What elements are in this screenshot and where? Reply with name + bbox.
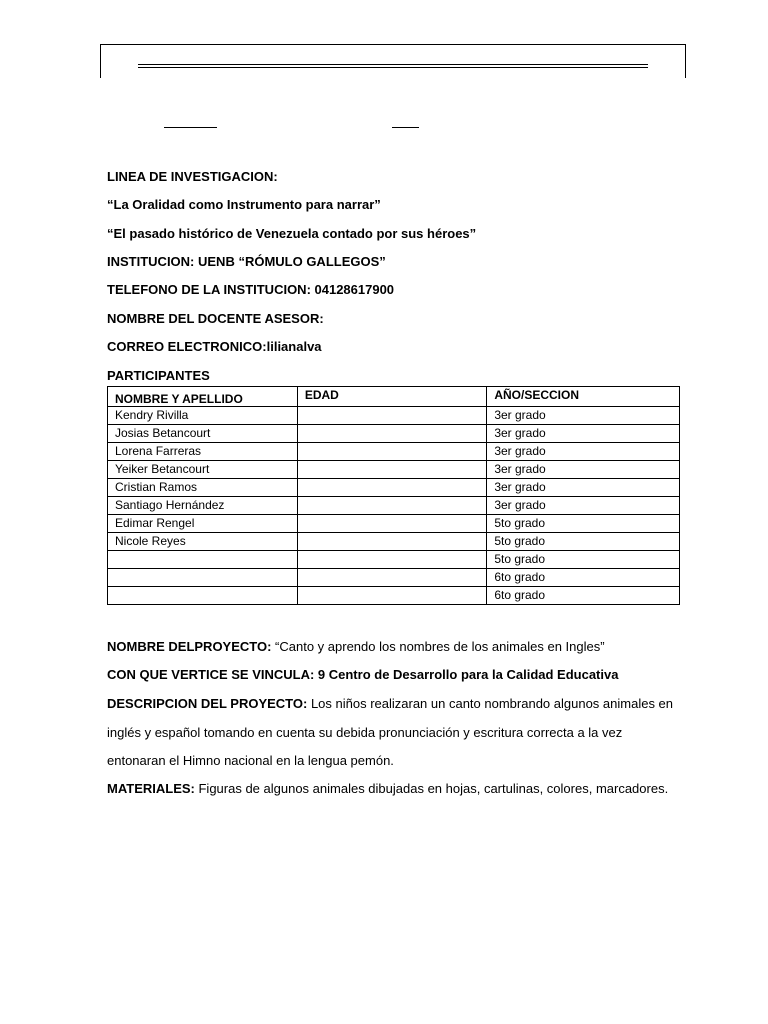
- cell-age: [297, 407, 487, 425]
- phone-line: TELEFONO DE LA INSTITUCION: 04128617900: [107, 282, 395, 297]
- table-row: [108, 443, 680, 461]
- table-row: [108, 587, 680, 605]
- project-name-line: [107, 638, 605, 656]
- cell-age: [297, 443, 487, 461]
- institution-line: INSTITUCION: UENB “RÓMULO GALLEGOS”: [107, 254, 386, 269]
- project-description-label: DESCRIPCION DEL PROYECTO:: [107, 696, 308, 711]
- cell-age: [297, 425, 487, 443]
- cell-grade: 3er grado: [487, 407, 680, 425]
- cell-grade: 5to grado: [487, 551, 680, 569]
- cell-age: [297, 533, 487, 551]
- participants-table: [107, 386, 680, 605]
- cell-grade: 3er grado: [487, 461, 680, 479]
- cell-grade: 5to grado: [487, 515, 680, 533]
- cell-age: [297, 587, 487, 605]
- research-line-label: LINEA DE INVESTIGACION:: [107, 169, 278, 184]
- cell-age: [297, 479, 487, 497]
- table-row: [108, 533, 680, 551]
- table-row: [108, 425, 680, 443]
- column-header-name: NOMBRE Y APELLIDO: [108, 387, 298, 407]
- project-name-value: “Canto y aprendo los nombres de los animales en Ingles”: [271, 639, 605, 654]
- email-line: CORREO ELECTRONICO:lilianalva: [107, 339, 322, 354]
- cell-name: Lorena Farreras: [108, 443, 298, 461]
- cell-name: [108, 551, 298, 569]
- project-description: [107, 690, 682, 776]
- cell-grade: 3er grado: [487, 425, 680, 443]
- project-name-label: NOMBRE DELPROYECTO:: [107, 639, 272, 654]
- blank-line-left: [164, 127, 217, 128]
- cell-name: Kendry Rivilla: [108, 407, 298, 425]
- research-line-1: “La Oralidad como Instrumento para narrar”: [107, 197, 381, 212]
- cell-grade: 6to grado: [487, 587, 680, 605]
- cell-grade: 6to grado: [487, 569, 680, 587]
- table-row: [108, 569, 680, 587]
- cell-age: [297, 551, 487, 569]
- research-line-2: “El pasado histórico de Venezuela contado por sus héroes”: [107, 226, 477, 241]
- cell-name: Yeiker Betancourt: [108, 461, 298, 479]
- advisor-line: NOMBRE DEL DOCENTE ASESOR:: [107, 311, 324, 326]
- table-row: [108, 551, 680, 569]
- cell-name: Santiago Hernández: [108, 497, 298, 515]
- cell-name: Josias Betancourt: [108, 425, 298, 443]
- table-row: [108, 515, 680, 533]
- header-box: [100, 44, 686, 78]
- table-header-row: [108, 387, 680, 407]
- column-header-age: EDAD: [297, 387, 487, 407]
- table-row: [108, 497, 680, 515]
- cell-age: [297, 461, 487, 479]
- blank-line-right: [392, 127, 419, 128]
- table-row: [108, 407, 680, 425]
- materials-paragraph: [107, 775, 682, 804]
- table-row: [108, 479, 680, 497]
- cell-name: [108, 587, 298, 605]
- cell-age: [297, 515, 487, 533]
- cell-grade: 3er grado: [487, 497, 680, 515]
- cell-name: Edimar Rengel: [108, 515, 298, 533]
- participants-heading: PARTICIPANTES: [107, 368, 210, 383]
- project-description-value: Los niños realizaran un canto nombrando algunos animales en inglés y español tomando en cuenta su debida pronunciación y escritura correcta a la vez entonaran el Himno nacional en la lengua pemón.: [107, 696, 674, 768]
- materials-value: Figuras de algunos animales dibujadas en hojas, cartulinas, colores, marcadores.: [194, 781, 669, 796]
- column-header-grade: AÑO/SECCION: [487, 387, 680, 407]
- cell-grade: 3er grado: [487, 443, 680, 461]
- materials-label: MATERIALES:: [107, 781, 195, 796]
- cell-name: [108, 569, 298, 587]
- cell-age: [297, 497, 487, 515]
- table-row: [108, 461, 680, 479]
- cell-age: [297, 569, 487, 587]
- cell-name: Nicole Reyes: [108, 533, 298, 551]
- cell-name: Cristian Ramos: [108, 479, 298, 497]
- cell-grade: 3er grado: [487, 479, 680, 497]
- cell-grade: 5to grado: [487, 533, 680, 551]
- vertex-line: CON QUE VERTICE SE VINCULA: 9 Centro de Desarrollo para la Calidad Educativa: [107, 667, 619, 682]
- header-double-rule: [138, 64, 648, 68]
